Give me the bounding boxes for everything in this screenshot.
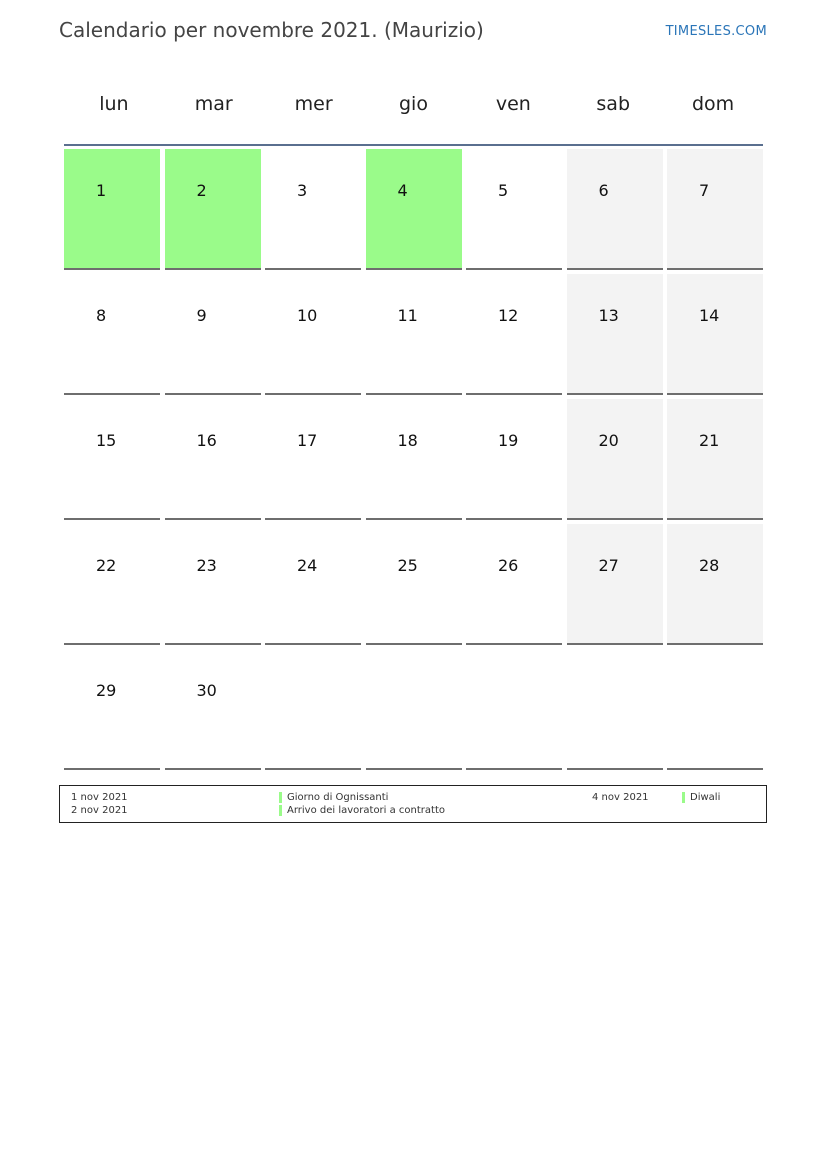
day-number: 28 [699, 556, 720, 575]
day-cell [165, 149, 261, 270]
day-number: 18 [397, 431, 418, 450]
day-number: 4 [397, 181, 408, 200]
day-number: 11 [397, 306, 418, 325]
day-number: 24 [297, 556, 318, 575]
weekday-sat: sab [596, 93, 631, 115]
day-cell [165, 274, 261, 395]
day-number: 9 [196, 306, 207, 325]
empty-day-cell [567, 649, 663, 770]
day-number: 7 [699, 181, 710, 200]
day-cell [64, 149, 160, 270]
day-cell [366, 399, 462, 520]
day-number: 6 [598, 181, 609, 200]
empty-day-cell [265, 649, 361, 770]
weekday-fri: ven [495, 93, 531, 115]
day-cell [64, 399, 160, 520]
day-number: 5 [498, 181, 509, 200]
day-cell [165, 524, 261, 645]
weekday-thu: gio [399, 93, 428, 115]
day-cell [466, 274, 562, 395]
day-cell [265, 524, 361, 645]
day-number: 8 [96, 306, 107, 325]
day-cell [466, 524, 562, 645]
weekday-mon: lun [99, 93, 129, 115]
day-number: 13 [598, 306, 619, 325]
site-link[interactable]: TIMESLES.COM [665, 24, 767, 39]
day-number: 22 [96, 556, 117, 575]
weekday-header [64, 78, 763, 146]
day-number: 10 [297, 306, 318, 325]
day-number: 16 [196, 431, 217, 450]
day-number: 23 [196, 556, 217, 575]
day-cell [667, 524, 763, 645]
weekday-sun: dom [691, 93, 735, 115]
legend-color-marker [682, 792, 685, 803]
day-cell [466, 399, 562, 520]
weekday-wed: mer [294, 93, 333, 115]
day-cell [667, 149, 763, 270]
day-cell [165, 399, 261, 520]
calendar-grid [64, 149, 763, 770]
day-cell [64, 649, 160, 770]
day-number: 20 [598, 431, 619, 450]
day-number: 14 [699, 306, 720, 325]
weekday-tue: mar [194, 93, 233, 115]
legend-date: 2 nov 2021 [71, 805, 128, 816]
legend-holiday-name: Giorno di Ognissanti [287, 792, 389, 803]
legend-color-marker [279, 805, 282, 816]
day-number: 1 [96, 181, 107, 200]
day-cell [165, 649, 261, 770]
day-number: 26 [498, 556, 519, 575]
day-cell [466, 149, 562, 270]
day-cell [567, 524, 663, 645]
day-number: 21 [699, 431, 720, 450]
holiday-legend [59, 785, 767, 823]
day-cell [265, 274, 361, 395]
day-cell [366, 149, 462, 270]
day-cell [667, 399, 763, 520]
day-cell [265, 149, 361, 270]
day-number: 27 [598, 556, 619, 575]
day-cell [366, 524, 462, 645]
day-cell [567, 274, 663, 395]
day-cell [64, 524, 160, 645]
empty-day-cell [466, 649, 562, 770]
day-number: 30 [196, 681, 217, 700]
day-number: 29 [96, 681, 117, 700]
day-number: 2 [196, 181, 207, 200]
day-number: 3 [297, 181, 308, 200]
legend-holiday-name: Diwali [690, 792, 721, 803]
legend-color-marker [279, 792, 282, 803]
day-cell [265, 399, 361, 520]
day-number: 12 [498, 306, 519, 325]
day-cell [64, 274, 160, 395]
day-number: 19 [498, 431, 519, 450]
day-cell [366, 274, 462, 395]
legend-holiday-name: Arrivo dei lavoratori a contratto [287, 805, 446, 816]
day-cell [567, 399, 663, 520]
legend-date: 4 nov 2021 [592, 792, 649, 803]
day-number: 17 [297, 431, 318, 450]
empty-day-cell [366, 649, 462, 770]
page-title: Calendario per novembre 2021. (Maurizio) [59, 18, 484, 42]
day-cell [567, 149, 663, 270]
day-number: 25 [397, 556, 418, 575]
empty-day-cell [667, 649, 763, 770]
legend-date: 1 nov 2021 [71, 792, 128, 803]
day-number: 15 [96, 431, 117, 450]
day-cell [667, 274, 763, 395]
